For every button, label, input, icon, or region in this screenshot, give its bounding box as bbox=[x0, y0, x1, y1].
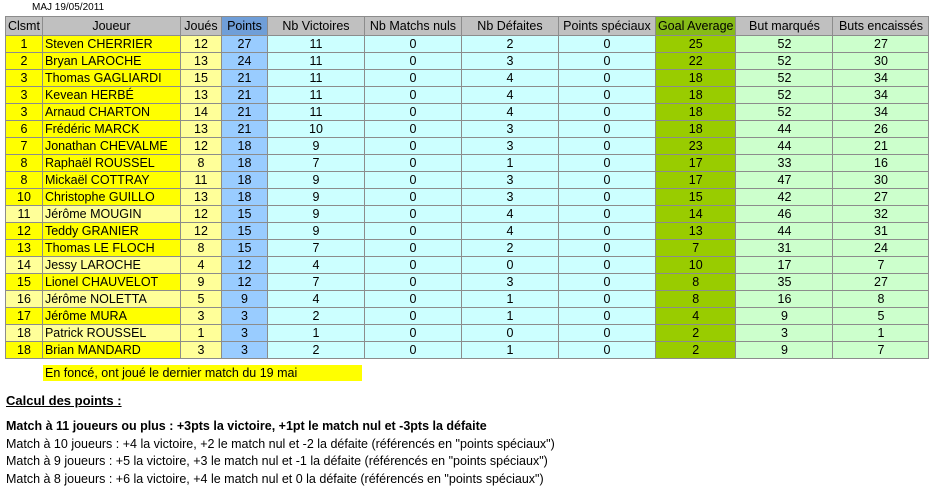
rank-cell: 3 bbox=[6, 87, 43, 104]
points-cell: 9 bbox=[221, 291, 267, 308]
special-cell: 0 bbox=[558, 206, 655, 223]
table-header-row bbox=[6, 17, 929, 36]
draws-cell: 0 bbox=[364, 87, 461, 104]
played-cell: 11 bbox=[180, 172, 221, 189]
points-cell: 15 bbox=[221, 223, 267, 240]
scored-cell: 33 bbox=[736, 155, 833, 172]
special-cell: 0 bbox=[558, 138, 655, 155]
rank-cell: 10 bbox=[6, 189, 43, 206]
losses-cell: 2 bbox=[461, 36, 558, 53]
conceded-cell: 27 bbox=[833, 274, 929, 291]
special-cell: 0 bbox=[558, 87, 655, 104]
draws-cell: 0 bbox=[364, 325, 461, 342]
conceded-cell: 1 bbox=[833, 325, 929, 342]
goal-average-cell: 2 bbox=[655, 342, 736, 359]
wins-cell: 11 bbox=[267, 53, 364, 70]
played-cell: 12 bbox=[180, 206, 221, 223]
col-header-conceded: Buts encaissés bbox=[833, 17, 929, 36]
table-row bbox=[6, 240, 929, 257]
points-cell: 21 bbox=[221, 70, 267, 87]
goal-average-cell: 18 bbox=[655, 104, 736, 121]
player-name: Steven CHERRIER bbox=[42, 36, 180, 53]
conceded-cell: 34 bbox=[833, 70, 929, 87]
col-header-scored: But marqués bbox=[736, 17, 833, 36]
conceded-cell: 30 bbox=[833, 172, 929, 189]
calc-title: Calcul des points : bbox=[6, 393, 122, 408]
draws-cell: 0 bbox=[364, 223, 461, 240]
wins-cell: 10 bbox=[267, 121, 364, 138]
draws-cell: 0 bbox=[364, 257, 461, 274]
goal-average-cell: 18 bbox=[655, 70, 736, 87]
conceded-cell: 16 bbox=[833, 155, 929, 172]
col-header-wins: Nb Victoires bbox=[267, 17, 364, 36]
scored-cell: 44 bbox=[736, 121, 833, 138]
draws-cell: 0 bbox=[364, 36, 461, 53]
scored-cell: 46 bbox=[736, 206, 833, 223]
conceded-cell: 31 bbox=[833, 223, 929, 240]
losses-cell: 1 bbox=[461, 155, 558, 172]
rank-cell: 3 bbox=[6, 70, 43, 87]
played-cell: 13 bbox=[180, 189, 221, 206]
wins-cell: 2 bbox=[267, 342, 364, 359]
wins-cell: 4 bbox=[267, 291, 364, 308]
draws-cell: 0 bbox=[364, 53, 461, 70]
rule-line: Match à 9 joueurs : +5 la victoire, +3 le match nul et -1 la défaite (référencés en "points spéciaux") bbox=[6, 453, 555, 471]
draws-cell: 0 bbox=[364, 206, 461, 223]
rank-cell: 7 bbox=[6, 138, 43, 155]
rank-cell: 14 bbox=[6, 257, 43, 274]
points-cell: 18 bbox=[221, 138, 267, 155]
losses-cell: 3 bbox=[461, 274, 558, 291]
table-row bbox=[6, 308, 929, 325]
table-row bbox=[6, 291, 929, 308]
table-row bbox=[6, 172, 929, 189]
points-cell: 21 bbox=[221, 121, 267, 138]
played-cell: 5 bbox=[180, 291, 221, 308]
losses-cell: 4 bbox=[461, 223, 558, 240]
table-row bbox=[6, 189, 929, 206]
wins-cell: 9 bbox=[267, 189, 364, 206]
col-header-played: Joués bbox=[180, 17, 221, 36]
standings-table bbox=[5, 16, 929, 359]
wins-cell: 1 bbox=[267, 325, 364, 342]
wins-cell: 11 bbox=[267, 70, 364, 87]
scored-cell: 35 bbox=[736, 274, 833, 291]
scored-cell: 52 bbox=[736, 36, 833, 53]
draws-cell: 0 bbox=[364, 121, 461, 138]
conceded-cell: 34 bbox=[833, 87, 929, 104]
rank-cell: 18 bbox=[6, 325, 43, 342]
special-cell: 0 bbox=[558, 274, 655, 291]
table-row bbox=[6, 155, 929, 172]
special-cell: 0 bbox=[558, 223, 655, 240]
col-header-rank: Clsmt bbox=[6, 17, 43, 36]
player-name: Thomas GAGLIARDI bbox=[42, 70, 180, 87]
player-name: Teddy GRANIER bbox=[42, 223, 180, 240]
points-cell: 12 bbox=[221, 274, 267, 291]
losses-cell: 1 bbox=[461, 308, 558, 325]
scored-cell: 31 bbox=[736, 240, 833, 257]
rank-cell: 8 bbox=[6, 155, 43, 172]
points-cell: 18 bbox=[221, 155, 267, 172]
played-cell: 12 bbox=[180, 138, 221, 155]
scored-cell: 3 bbox=[736, 325, 833, 342]
table-row bbox=[6, 325, 929, 342]
rules-list bbox=[6, 418, 555, 488]
points-cell: 15 bbox=[221, 240, 267, 257]
played-cell: 3 bbox=[180, 342, 221, 359]
wins-cell: 4 bbox=[267, 257, 364, 274]
wins-cell: 11 bbox=[267, 87, 364, 104]
table-row bbox=[6, 121, 929, 138]
draws-cell: 0 bbox=[364, 189, 461, 206]
played-cell: 12 bbox=[180, 223, 221, 240]
special-cell: 0 bbox=[558, 189, 655, 206]
player-name: Jonathan CHEVALME bbox=[42, 138, 180, 155]
player-name: Arnaud CHARTON bbox=[42, 104, 180, 121]
rank-cell: 16 bbox=[6, 291, 43, 308]
col-header-losses: Nb Défaites bbox=[461, 17, 558, 36]
played-cell: 13 bbox=[180, 121, 221, 138]
player-name: Thomas LE FLOCH bbox=[42, 240, 180, 257]
losses-cell: 0 bbox=[461, 325, 558, 342]
losses-cell: 3 bbox=[461, 172, 558, 189]
table-row bbox=[6, 104, 929, 121]
rank-cell: 12 bbox=[6, 223, 43, 240]
draws-cell: 0 bbox=[364, 104, 461, 121]
played-cell: 4 bbox=[180, 257, 221, 274]
goal-average-cell: 10 bbox=[655, 257, 736, 274]
player-name: Raphaël ROUSSEL bbox=[42, 155, 180, 172]
scored-cell: 42 bbox=[736, 189, 833, 206]
table-row bbox=[6, 70, 929, 87]
table-row bbox=[6, 257, 929, 274]
played-cell: 14 bbox=[180, 104, 221, 121]
special-cell: 0 bbox=[558, 155, 655, 172]
rank-cell: 17 bbox=[6, 308, 43, 325]
rank-cell: 6 bbox=[6, 121, 43, 138]
table-row bbox=[6, 342, 929, 359]
played-cell: 8 bbox=[180, 240, 221, 257]
conceded-cell: 7 bbox=[833, 257, 929, 274]
points-cell: 24 bbox=[221, 53, 267, 70]
scored-cell: 52 bbox=[736, 87, 833, 104]
special-cell: 0 bbox=[558, 36, 655, 53]
losses-cell: 4 bbox=[461, 206, 558, 223]
draws-cell: 0 bbox=[364, 291, 461, 308]
player-name: Kevean HERBÉ bbox=[42, 87, 180, 104]
player-name: Bryan LAROCHE bbox=[42, 53, 180, 70]
player-name: Patrick ROUSSEL bbox=[42, 325, 180, 342]
losses-cell: 3 bbox=[461, 138, 558, 155]
table-row bbox=[6, 223, 929, 240]
special-cell: 0 bbox=[558, 121, 655, 138]
wins-cell: 11 bbox=[267, 36, 364, 53]
goal-average-cell: 17 bbox=[655, 155, 736, 172]
points-cell: 15 bbox=[221, 206, 267, 223]
played-cell: 13 bbox=[180, 53, 221, 70]
goal-average-cell: 4 bbox=[655, 308, 736, 325]
special-cell: 0 bbox=[558, 70, 655, 87]
points-cell: 3 bbox=[221, 308, 267, 325]
player-name: Christophe GUILLO bbox=[42, 189, 180, 206]
losses-cell: 3 bbox=[461, 53, 558, 70]
wins-cell: 7 bbox=[267, 240, 364, 257]
player-name: Jérôme MURA bbox=[42, 308, 180, 325]
draws-cell: 0 bbox=[364, 240, 461, 257]
rank-cell: 1 bbox=[6, 36, 43, 53]
points-cell: 21 bbox=[221, 87, 267, 104]
conceded-cell: 27 bbox=[833, 36, 929, 53]
player-name: Brian MANDARD bbox=[42, 342, 180, 359]
draws-cell: 0 bbox=[364, 342, 461, 359]
special-cell: 0 bbox=[558, 104, 655, 121]
col-header-points: Points bbox=[221, 17, 267, 36]
points-cell: 12 bbox=[221, 257, 267, 274]
wins-cell: 2 bbox=[267, 308, 364, 325]
draws-cell: 0 bbox=[364, 138, 461, 155]
rank-cell: 8 bbox=[6, 172, 43, 189]
scored-cell: 52 bbox=[736, 53, 833, 70]
scored-cell: 9 bbox=[736, 308, 833, 325]
conceded-cell: 26 bbox=[833, 121, 929, 138]
wins-cell: 7 bbox=[267, 155, 364, 172]
scored-cell: 52 bbox=[736, 104, 833, 121]
losses-cell: 4 bbox=[461, 104, 558, 121]
conceded-cell: 21 bbox=[833, 138, 929, 155]
goal-average-cell: 13 bbox=[655, 223, 736, 240]
conceded-cell: 24 bbox=[833, 240, 929, 257]
rank-cell: 11 bbox=[6, 206, 43, 223]
played-cell: 1 bbox=[180, 325, 221, 342]
goal-average-cell: 8 bbox=[655, 274, 736, 291]
conceded-cell: 34 bbox=[833, 104, 929, 121]
table-row bbox=[6, 87, 929, 104]
rule-line: Match à 11 joueurs ou plus : +3pts la victoire, +1pt le match nul et -3pts la défaite bbox=[6, 418, 555, 436]
points-cell: 18 bbox=[221, 189, 267, 206]
points-cell: 18 bbox=[221, 172, 267, 189]
player-name: Jérôme NOLETTA bbox=[42, 291, 180, 308]
rank-cell: 15 bbox=[6, 274, 43, 291]
table-row bbox=[6, 36, 929, 53]
special-cell: 0 bbox=[558, 325, 655, 342]
goal-average-cell: 17 bbox=[655, 172, 736, 189]
player-name: Frédéric MARCK bbox=[42, 121, 180, 138]
col-header-draws: Nb Matchs nuls bbox=[364, 17, 461, 36]
table-row bbox=[6, 274, 929, 291]
scored-cell: 44 bbox=[736, 138, 833, 155]
draws-cell: 0 bbox=[364, 308, 461, 325]
rank-cell: 2 bbox=[6, 53, 43, 70]
wins-cell: 7 bbox=[267, 274, 364, 291]
points-cell: 3 bbox=[221, 342, 267, 359]
points-cell: 21 bbox=[221, 104, 267, 121]
special-cell: 0 bbox=[558, 53, 655, 70]
conceded-cell: 5 bbox=[833, 308, 929, 325]
special-cell: 0 bbox=[558, 172, 655, 189]
points-cell: 27 bbox=[221, 36, 267, 53]
wins-cell: 9 bbox=[267, 138, 364, 155]
col-header-player: Joueur bbox=[42, 17, 180, 36]
player-name: Jessy LAROCHE bbox=[42, 257, 180, 274]
special-cell: 0 bbox=[558, 257, 655, 274]
goal-average-cell: 2 bbox=[655, 325, 736, 342]
rank-cell: 18 bbox=[6, 342, 43, 359]
losses-cell: 4 bbox=[461, 70, 558, 87]
special-cell: 0 bbox=[558, 342, 655, 359]
losses-cell: 3 bbox=[461, 189, 558, 206]
draws-cell: 0 bbox=[364, 274, 461, 291]
special-cell: 0 bbox=[558, 291, 655, 308]
wins-cell: 9 bbox=[267, 206, 364, 223]
conceded-cell: 27 bbox=[833, 189, 929, 206]
rule-line: Match à 8 joueurs : +6 la victoire, +4 le match nul et 0 la défaite (référencés en "points spéciaux") bbox=[6, 471, 555, 488]
played-cell: 13 bbox=[180, 87, 221, 104]
col-header-special: Points spéciaux bbox=[558, 17, 655, 36]
table-row bbox=[6, 206, 929, 223]
losses-cell: 0 bbox=[461, 257, 558, 274]
scored-cell: 52 bbox=[736, 70, 833, 87]
played-cell: 8 bbox=[180, 155, 221, 172]
special-cell: 0 bbox=[558, 240, 655, 257]
update-date: MAJ 19/05/2011 bbox=[32, 2, 104, 13]
wins-cell: 9 bbox=[267, 172, 364, 189]
losses-cell: 1 bbox=[461, 291, 558, 308]
points-cell: 3 bbox=[221, 325, 267, 342]
played-cell: 3 bbox=[180, 308, 221, 325]
losses-cell: 3 bbox=[461, 121, 558, 138]
conceded-cell: 32 bbox=[833, 206, 929, 223]
scored-cell: 16 bbox=[736, 291, 833, 308]
conceded-cell: 8 bbox=[833, 291, 929, 308]
draws-cell: 0 bbox=[364, 70, 461, 87]
losses-cell: 2 bbox=[461, 240, 558, 257]
draws-cell: 0 bbox=[364, 155, 461, 172]
scored-cell: 9 bbox=[736, 342, 833, 359]
played-cell: 12 bbox=[180, 36, 221, 53]
rank-cell: 13 bbox=[6, 240, 43, 257]
goal-average-cell: 18 bbox=[655, 87, 736, 104]
table-row bbox=[6, 53, 929, 70]
col-header-goal-average: Goal Average bbox=[655, 17, 736, 36]
player-name: Mickaël COTTRAY bbox=[42, 172, 180, 189]
wins-cell: 9 bbox=[267, 223, 364, 240]
table-row bbox=[6, 138, 929, 155]
conceded-cell: 30 bbox=[833, 53, 929, 70]
goal-average-cell: 18 bbox=[655, 121, 736, 138]
played-cell: 15 bbox=[180, 70, 221, 87]
scored-cell: 17 bbox=[736, 257, 833, 274]
goal-average-cell: 15 bbox=[655, 189, 736, 206]
legend-note: En foncé, ont joué le dernier match du 19 mai bbox=[43, 365, 362, 381]
played-cell: 9 bbox=[180, 274, 221, 291]
goal-average-cell: 14 bbox=[655, 206, 736, 223]
goal-average-cell: 25 bbox=[655, 36, 736, 53]
goal-average-cell: 22 bbox=[655, 53, 736, 70]
losses-cell: 4 bbox=[461, 87, 558, 104]
special-cell: 0 bbox=[558, 308, 655, 325]
goal-average-cell: 7 bbox=[655, 240, 736, 257]
goal-average-cell: 23 bbox=[655, 138, 736, 155]
wins-cell: 11 bbox=[267, 104, 364, 121]
scored-cell: 44 bbox=[736, 223, 833, 240]
scored-cell: 47 bbox=[736, 172, 833, 189]
goal-average-cell: 8 bbox=[655, 291, 736, 308]
rule-line: Match à 10 joueurs : +4 la victoire, +2 le match nul et -2 la défaite (référencés en "points spéciaux") bbox=[6, 436, 555, 454]
draws-cell: 0 bbox=[364, 172, 461, 189]
player-name: Jérôme MOUGIN bbox=[42, 206, 180, 223]
conceded-cell: 7 bbox=[833, 342, 929, 359]
losses-cell: 1 bbox=[461, 342, 558, 359]
player-name: Lionel CHAUVELOT bbox=[42, 274, 180, 291]
rank-cell: 3 bbox=[6, 104, 43, 121]
